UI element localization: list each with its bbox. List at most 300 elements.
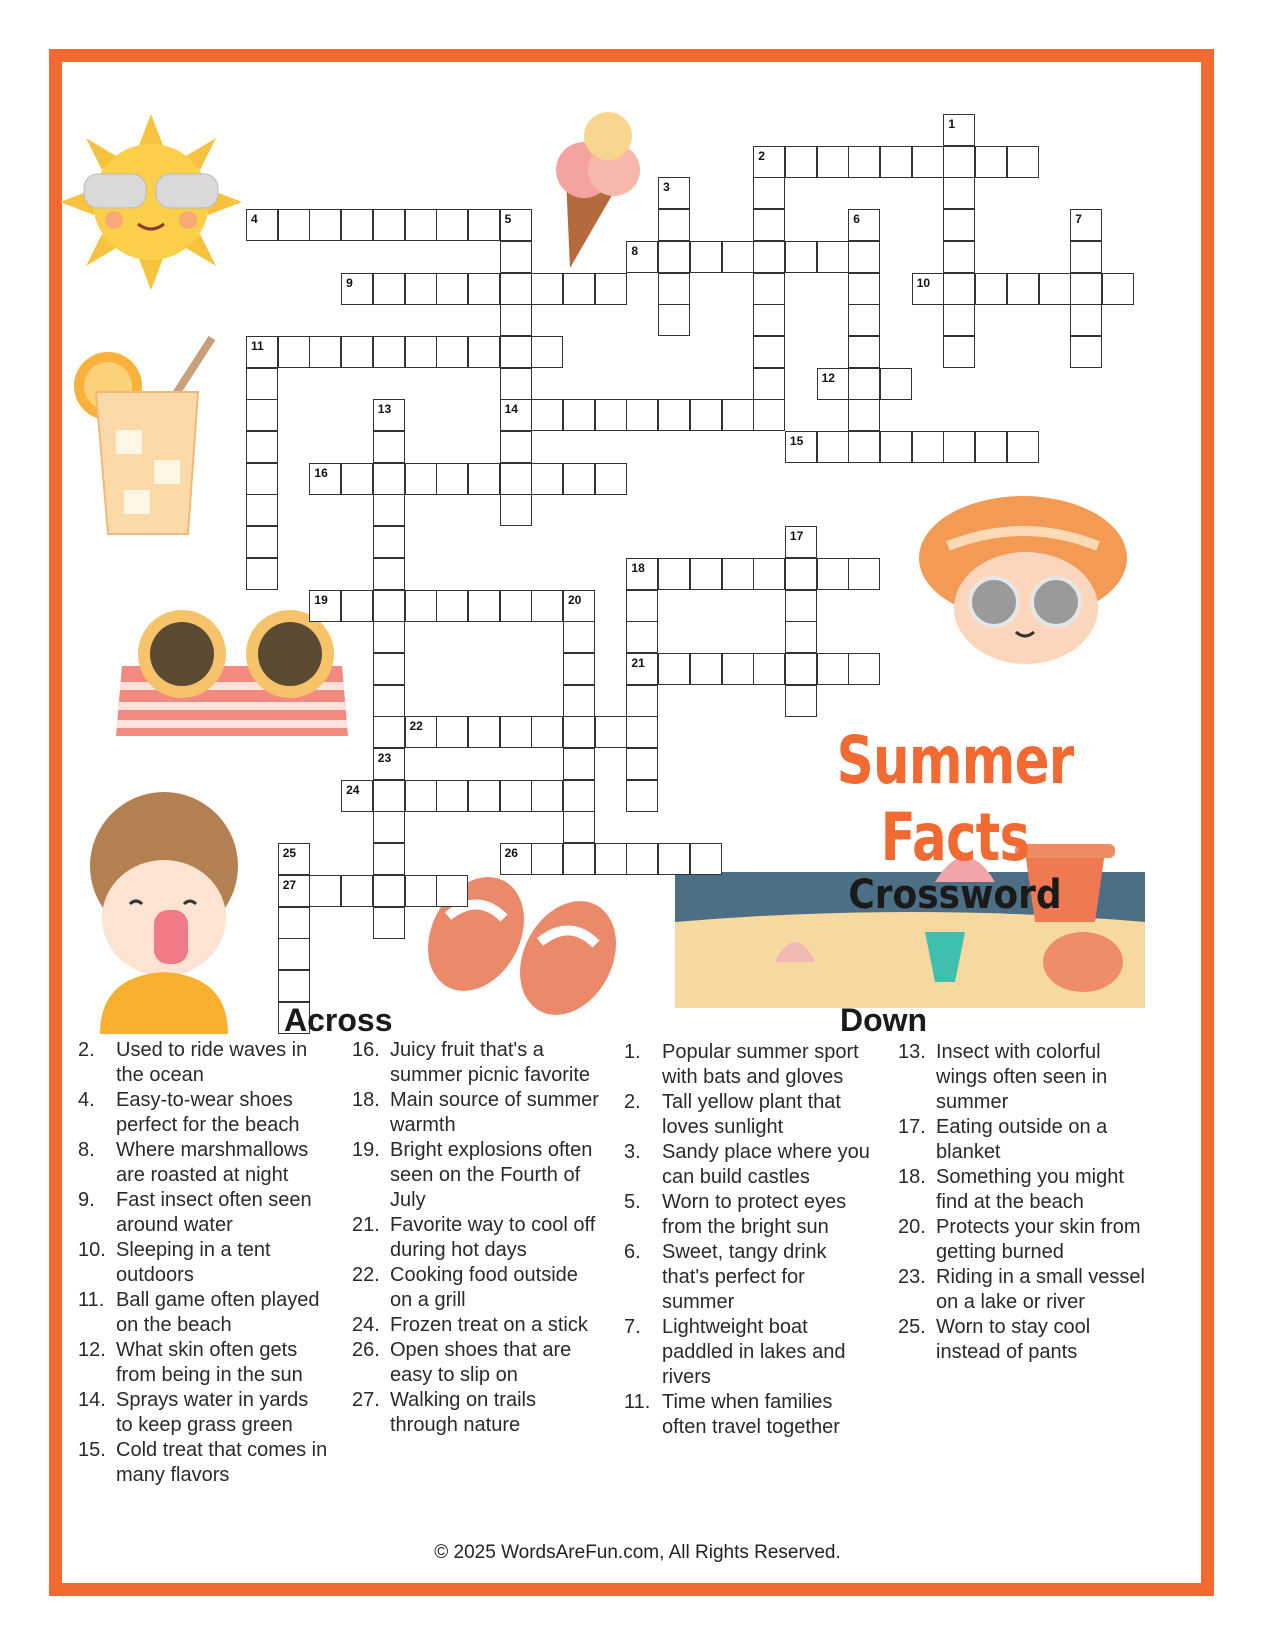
grid-cell[interactable] [912,146,944,178]
grid-cell[interactable] [341,209,373,241]
grid-cell[interactable] [722,241,754,273]
clue-number: 4. [78,1089,95,1111]
grid-cell[interactable] [943,304,975,336]
clue-number-6: 6 [853,212,860,227]
grid-cell[interactable] [848,399,880,431]
grid-cell[interactable] [373,558,405,590]
grid-cell[interactable] [373,431,405,463]
down-clue [898,1315,1148,1365]
grid-cell[interactable] [341,875,373,907]
grid-cell[interactable] [405,209,437,241]
grid-cell[interactable] [848,304,880,336]
clue-number: 6. [624,1241,641,1263]
across-clue [78,1188,328,1238]
grid-cell[interactable] [848,558,880,590]
clue-number-11: 11 [251,338,264,353]
grid-cell[interactable] [848,273,880,305]
across-clue [352,1213,602,1263]
down-clue [898,1040,1148,1115]
grid-cell[interactable] [690,558,722,590]
grid-cell[interactable] [975,273,1007,305]
grid-cell[interactable] [246,558,278,590]
grid-cell[interactable] [753,368,785,400]
grid-cell[interactable] [658,273,690,305]
grid-cell[interactable] [405,780,437,812]
clue-text: Time when families often travel together [662,1391,840,1438]
grid-cell[interactable] [848,431,880,463]
grid-cell[interactable] [436,875,468,907]
grid-cell[interactable] [278,336,310,368]
clue-number: 7. [624,1316,641,1338]
grid-cell[interactable] [626,748,658,780]
clue-number-20: 20 [568,592,582,607]
grid-cell[interactable] [531,716,563,748]
across-clue [352,1263,602,1313]
clue-number-18: 18 [631,560,645,575]
clue-text: Insect with colorful wings often seen in summer [936,1041,1108,1113]
grid-cell[interactable] [373,273,405,305]
grid-cell[interactable] [500,716,532,748]
grid-cell[interactable] [817,431,849,463]
clue-text: Something you might find at the beach [936,1166,1124,1213]
clue-number: 5. [624,1191,641,1213]
clue-number-7: 7 [1075,212,1082,227]
grid-cell[interactable] [468,209,500,241]
grid-cell[interactable] [531,399,563,431]
grid-cell[interactable] [817,241,849,273]
grid-cell[interactable] [943,241,975,273]
grid-cell[interactable] [626,685,658,717]
across-clue [352,1038,602,1088]
grid-cell[interactable] [468,590,500,622]
clue-number: 1. [624,1041,641,1063]
grid-cell[interactable] [785,685,817,717]
clue-number: 3. [624,1141,641,1163]
down-clue [898,1115,1148,1165]
grid-cell[interactable] [595,399,627,431]
clue-text: Open shoes that are easy to slip on [390,1339,572,1386]
across-clue [78,1038,328,1088]
grid-cell[interactable] [563,653,595,685]
clue-number: 8. [78,1139,95,1161]
grid-cell[interactable] [531,590,563,622]
grid-cell[interactable] [626,780,658,812]
grid-cell[interactable] [563,716,595,748]
clue-number: 25. [898,1316,926,1338]
grid-cell[interactable] [626,399,658,431]
grid-cell[interactable] [690,843,722,875]
grid-cell[interactable] [468,273,500,305]
grid-cell[interactable] [373,209,405,241]
grid-cell[interactable] [1070,273,1102,305]
grid-cell[interactable] [943,431,975,463]
grid-cell[interactable] [595,273,627,305]
grid-cell[interactable] [468,336,500,368]
down-clue [898,1215,1148,1265]
clue-text: Cold treat that comes in many flavors [116,1439,328,1486]
clue-number: 14. [78,1389,106,1411]
clue-text: Ball game often played on the beach [116,1289,320,1336]
grid-cell[interactable] [246,431,278,463]
page-subtitle: Crossword [848,872,1062,918]
grid-cell[interactable] [436,273,468,305]
clue-number-26: 26 [504,846,518,861]
grid-cell[interactable] [753,209,785,241]
grid-cell[interactable] [373,811,405,843]
grid-cell[interactable] [436,209,468,241]
clue-number: 27. [352,1389,380,1411]
grid-cell[interactable] [278,907,310,939]
clue-text: Walking on trails through nature [390,1389,536,1436]
grid-cell[interactable] [436,463,468,495]
down-clues-column-1 [624,1040,874,1440]
page-title: Summer Facts [836,722,1074,876]
clue-number: 2. [624,1091,641,1113]
grid-cell[interactable] [531,843,563,875]
clue-text: Worn to protect eyes from the bright sun [662,1191,847,1238]
grid-cell[interactable] [817,146,849,178]
grid-cell[interactable] [975,146,1007,178]
across-clue [352,1338,602,1388]
grid-cell[interactable] [373,494,405,526]
across-clue [352,1138,602,1213]
down-heading: Down [840,1002,928,1038]
grid-cell[interactable] [848,368,880,400]
clue-number-25: 25 [282,846,297,861]
clue-number-15: 15 [789,434,804,448]
clue-number-13: 13 [377,402,392,417]
grid-cell[interactable] [595,463,627,495]
across-clue [352,1313,602,1338]
clue-number-5: 5 [504,212,512,227]
clue-text: Fast insect often seen around water [116,1189,312,1236]
clue-text: Cooking food outside on a grill [390,1264,578,1311]
grid-cell[interactable] [595,716,627,748]
grid-cell[interactable] [405,875,437,907]
across-clue [352,1388,602,1438]
grid-cell[interactable] [753,653,785,685]
clue-number: 18. [898,1166,926,1188]
grid-cell[interactable] [563,780,595,812]
grid-cell[interactable] [753,336,785,368]
grid-cell[interactable] [278,970,310,1002]
clue-text: Bright explosions often seen on the Fourth of July [390,1139,593,1211]
clue-number-4: 4 [251,212,258,227]
grid-cell[interactable] [531,463,563,495]
grid-cell[interactable] [373,336,405,368]
clue-text: Main source of summer warmth [390,1089,599,1136]
grid-cell[interactable] [880,146,912,178]
grid-cell[interactable] [563,273,595,305]
grid-cell[interactable] [563,843,595,875]
grid-cell[interactable] [309,875,341,907]
grid-cell[interactable] [436,716,468,748]
down-clue [624,1040,874,1090]
clue-number: 18. [352,1089,380,1111]
clue-number-12: 12 [821,370,835,385]
grid-cell[interactable] [373,907,405,939]
grid-cell[interactable] [563,463,595,495]
grid-cell[interactable] [405,273,437,305]
grid-cell[interactable] [341,336,373,368]
grid-cell[interactable] [658,843,690,875]
clue-text: Easy-to-wear shoes perfect for the beach [116,1089,300,1136]
grid-cell[interactable] [563,621,595,653]
across-heading: Across [284,1002,393,1038]
grid-cell[interactable] [785,241,817,273]
grid-cell[interactable] [848,241,880,273]
grid-cell[interactable] [753,177,785,209]
grid-cell[interactable] [943,146,975,178]
clue-number-2: 2 [758,148,765,163]
clue-text: Sweet, tangy drink that's perfect for summer [662,1241,827,1313]
clue-text: Where marshmallows are roasted at night [116,1139,309,1186]
grid-cell[interactable] [722,558,754,590]
clue-text: Juicy fruit that's a summer picnic favorite [390,1039,591,1086]
grid-cell[interactable] [373,463,405,495]
grid-cell[interactable] [722,653,754,685]
grid-cell[interactable] [500,336,532,368]
grid-cell[interactable] [595,843,627,875]
down-clue [898,1265,1148,1315]
grid-cell[interactable] [848,336,880,368]
grid-cell[interactable] [405,463,437,495]
copyright-notice: © 2025 WordsAreFun.com, All Rights Reserved. [434,1542,841,1563]
grid-cell[interactable] [341,590,373,622]
grid-cell[interactable] [658,209,690,241]
grid-cell[interactable] [500,273,532,305]
grid-cell[interactable] [753,304,785,336]
grid-cell[interactable] [753,399,785,431]
grid-cell[interactable] [848,146,880,178]
grid-cell[interactable] [563,685,595,717]
grid-cell[interactable] [943,336,975,368]
clue-text: Lightweight boat paddled in lakes and rivers [662,1316,846,1388]
clue-text: Favorite way to cool off during hot days [390,1214,596,1261]
clue-number-22: 22 [409,719,423,734]
grid-cell[interactable] [373,875,405,907]
grid-cell[interactable] [690,399,722,431]
grid-cell[interactable] [722,399,754,431]
clue-number-16: 16 [314,465,328,480]
grid-cell[interactable] [468,463,500,495]
across-clue [78,1338,328,1388]
grid-cell[interactable] [817,653,849,685]
clue-number: 15. [78,1439,106,1461]
grid-cell[interactable] [943,273,975,305]
grid-cell[interactable] [658,399,690,431]
grid-cell[interactable] [848,653,880,685]
grid-cell[interactable] [1007,146,1039,178]
clue-number-3: 3 [663,180,670,195]
grid-cell[interactable] [373,843,405,875]
clue-number-8: 8 [631,243,639,258]
clue-number: 16. [352,1039,380,1061]
grid-cell[interactable] [912,431,944,463]
grid-cell[interactable] [500,431,532,463]
grid-cell[interactable] [1039,273,1071,305]
clue-number-14: 14 [504,402,518,417]
down-clue [624,1190,874,1240]
clue-text: Sprays water in yards to keep grass green [116,1389,309,1436]
grid-cell[interactable] [246,368,278,400]
clue-number: 26. [352,1339,380,1361]
down-clue [624,1140,874,1190]
clue-number: 21. [352,1214,380,1236]
across-clue [78,1438,328,1488]
grid-cell[interactable] [373,653,405,685]
grid-cell[interactable] [1070,304,1102,336]
clue-number: 20. [898,1216,926,1238]
grid-cell[interactable] [405,336,437,368]
grid-cell[interactable] [563,748,595,780]
grid-cell[interactable] [531,780,563,812]
grid-cell[interactable] [500,780,532,812]
grid-cell[interactable] [658,558,690,590]
grid-cell[interactable] [309,336,341,368]
down-clue [624,1240,874,1315]
clue-text: Sleeping in a tent outdoors [116,1239,271,1286]
grid-cell[interactable] [658,653,690,685]
grid-cell[interactable] [785,558,817,590]
grid-cell[interactable] [373,590,405,622]
grid-cell[interactable] [753,273,785,305]
grid-cell[interactable] [626,590,658,622]
grid-cell[interactable] [753,558,785,590]
grid-cell[interactable] [246,399,278,431]
clue-text: Worn to stay cool instead of pants [936,1316,1091,1363]
grid-cell[interactable] [943,177,975,209]
down-clue [624,1090,874,1140]
across-clue [352,1088,602,1138]
grid-cell[interactable] [531,336,563,368]
grid-cell[interactable] [278,209,310,241]
clue-number: 2. [78,1039,95,1061]
clue-text: Protects your skin from getting burned [936,1216,1141,1263]
across-clue [78,1088,328,1138]
grid-cell[interactable] [500,463,532,495]
grid-cell[interactable] [500,241,532,273]
grid-cell[interactable] [436,590,468,622]
grid-cell[interactable] [690,241,722,273]
grid-cell[interactable] [1007,431,1039,463]
grid-cell[interactable] [626,716,658,748]
clue-number-9: 9 [346,275,353,290]
grid-cell[interactable] [341,463,373,495]
grid-cell[interactable] [500,590,532,622]
grid-cell[interactable] [626,843,658,875]
grid-cell[interactable] [436,336,468,368]
grid-cell[interactable] [817,558,849,590]
clue-number-17: 17 [789,529,804,544]
grid-cell[interactable] [1070,336,1102,368]
grid-cell[interactable] [943,209,975,241]
grid-cell[interactable] [531,273,563,305]
clue-number: 11. [78,1289,105,1311]
grid-cell[interactable] [753,241,785,273]
clue-number: 9. [78,1189,95,1211]
grid-cell[interactable] [373,780,405,812]
clue-number-19: 19 [314,592,328,607]
clue-number: 11. [624,1391,651,1413]
grid-cell[interactable] [500,494,532,526]
grid-cell[interactable] [246,463,278,495]
grid-cell[interactable] [880,368,912,400]
grid-cell[interactable] [246,526,278,558]
grid-cell[interactable] [468,716,500,748]
grid-cell[interactable] [436,780,468,812]
grid-cell[interactable] [405,590,437,622]
down-clue [624,1390,874,1440]
grid-cell[interactable] [975,431,1007,463]
clue-number: 10. [78,1239,106,1261]
grid-cell[interactable] [785,146,817,178]
grid-cell[interactable] [373,526,405,558]
clue-number: 13. [898,1041,926,1063]
grid-cell[interactable] [500,368,532,400]
grid-cell[interactable] [785,590,817,622]
grid-cell[interactable] [468,780,500,812]
grid-cell[interactable] [658,304,690,336]
grid-cell[interactable] [658,241,690,273]
grid-cell[interactable] [785,653,817,685]
grid-cell[interactable] [373,716,405,748]
grid-cell[interactable] [563,811,595,843]
grid-cell[interactable] [1102,273,1134,305]
clue-number-27: 27 [282,877,297,892]
down-clue [624,1315,874,1390]
across-clues-column-2 [352,1038,602,1438]
title-block [745,722,1165,918]
grid-cell[interactable] [1007,273,1039,305]
across-clue [78,1288,328,1338]
clue-text: Eating outside on a blanket [936,1116,1108,1163]
grid-cell[interactable] [626,621,658,653]
grid-cell[interactable] [246,494,278,526]
grid-cell[interactable] [880,431,912,463]
clue-number-24: 24 [346,782,360,797]
clue-text: Frozen treat on a stick [390,1314,588,1336]
grid-cell[interactable] [1070,241,1102,273]
grid-cell[interactable] [563,399,595,431]
clue-text: Tall yellow plant that loves sunlight [662,1091,841,1138]
down-clue [898,1165,1148,1215]
grid-cell[interactable] [785,621,817,653]
grid-cell[interactable] [373,685,405,717]
across-clue [78,1138,328,1188]
grid-cell[interactable] [373,621,405,653]
clue-number: 24. [352,1314,380,1336]
clue-text: Riding in a small vessel on a lake or river [936,1266,1145,1313]
across-clue [78,1238,328,1288]
across-clues-column-1 [78,1038,328,1488]
clue-number-1: 1 [948,117,956,131]
grid-cell[interactable] [500,304,532,336]
clue-number-21: 21 [631,655,645,670]
clue-text: Sandy place where you can build castles [662,1141,870,1188]
clue-number: 19. [352,1139,380,1161]
grid-cell[interactable] [690,653,722,685]
down-clues-column-2 [898,1040,1148,1365]
clue-number: 17. [898,1116,926,1138]
grid-cell[interactable] [278,938,310,970]
clue-number-23: 23 [377,751,392,765]
clue-number: 23. [898,1266,926,1288]
grid-cell[interactable] [309,209,341,241]
clue-text: Used to ride waves in the ocean [116,1039,308,1086]
clue-number: 22. [352,1264,380,1286]
clue-text: Popular summer sport with bats and gloves [662,1041,859,1088]
